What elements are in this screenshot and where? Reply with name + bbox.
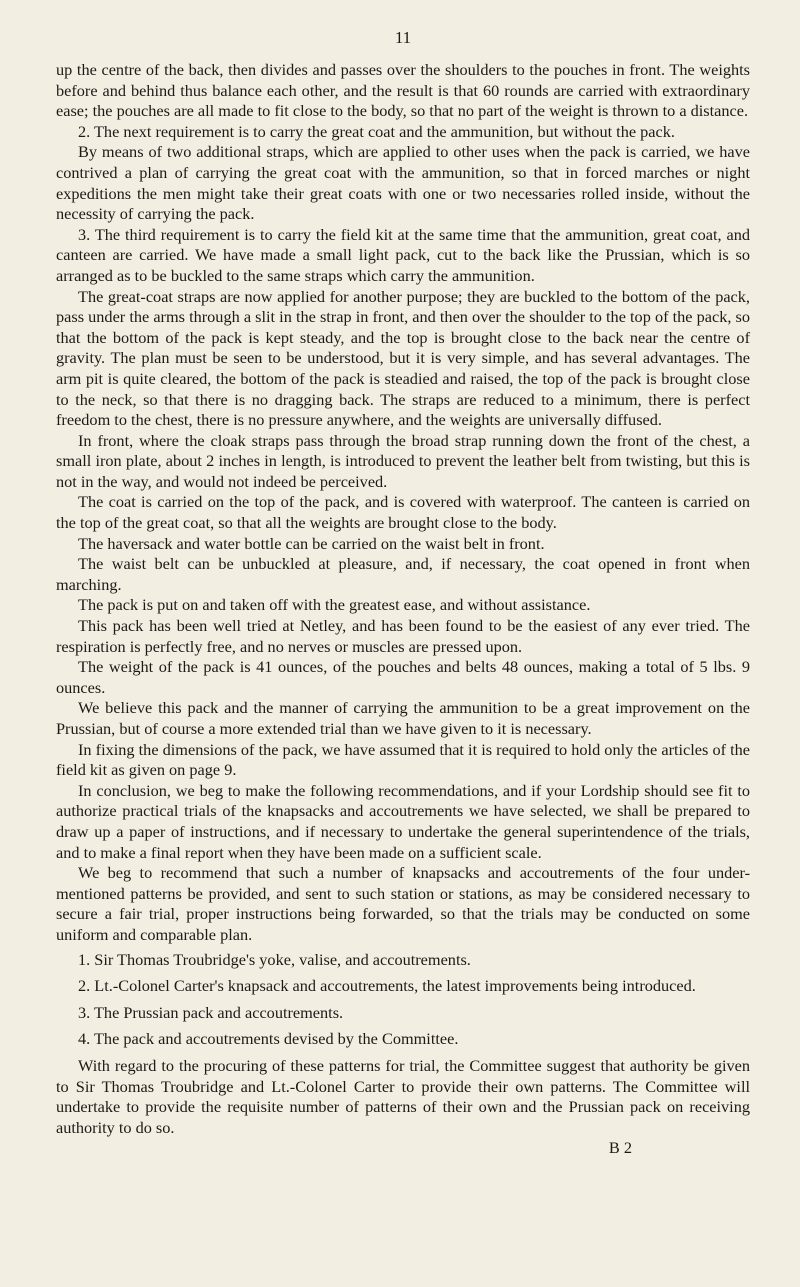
paragraph: up the centre of the back, then divides and passes over the shoulders to the pouches in front. The weights before and behind thus balance each other, and the result is that 60 rounds are carried with extraordinary ease; the pouches are all made to fit close to the body, so that no part of the weight is thrown to a distance.: [56, 60, 750, 121]
paragraph: In front, where the cloak straps pass through the broad strap running down the front of the chest, a small iron plate, about 2 inches in length, is introduced to prevent the leather belt from twisting, but this is not in the way, and would not indeed be perceived.: [56, 430, 750, 491]
closing-paragraph: With regard to the procuring of these patterns for trial, the Committee suggest that authority be given to Sir Thomas Troubridge and Lt.-Colonel Carter to provide their own patterns. The Committee will undertake to provide the requisite number of patterns of their own and the Prussian pack on receiving authority to do so.: [56, 1055, 750, 1137]
paragraph: The haversack and water bottle can be carried on the waist belt in front.: [78, 533, 545, 553]
document-page: [56, 28, 750, 1268]
page-number: 11: [394, 28, 412, 47]
paragraph: In fixing the dimensions of the pack, we have assumed that it is required to hold only the articles of the field kit as given on page 9.: [56, 739, 750, 780]
recommendation-list: [56, 950, 750, 1050]
paragraph: The waist belt can be unbuckled at pleasure, and, if necessary, the coat opened in front when marching.: [56, 554, 750, 594]
paragraph: The weight of the pack is 41 ounces, of the pouches and belts 48 ounces, making a total of 5 lbs. 9 ounces.: [56, 657, 750, 697]
signature-mark: B 2: [608, 1138, 632, 1158]
paragraph: By means of two additional straps, which are applied to other uses when the pack is carried, we have contrived a plan of carrying the great coat with the ammunition, so that in forced marches or night expeditions the men might take their great coats with one or two necessaries rolled inside, without the necessity of carrying the pack.: [56, 142, 750, 224]
paragraph: The coat is carried on the top of the pack, and is covered with waterproof. The canteen is carried on the top of the great coat, so that all the weights are brought close to the body.: [56, 492, 750, 533]
list-item: 2. Lt.-Colonel Carter's knapsack and accoutrements, the latest improvements being introduced.: [78, 976, 696, 996]
paragraph: 2. The next requirement is to carry the great coat and the ammunition, but without the pack.: [78, 121, 675, 141]
body-text: [56, 60, 750, 1138]
paragraph: The great-coat straps are now applied for another purpose; they are buckled to the bottom of the pack, pass under the arms through a slit in the strap in front, and then over the shoulder to the top of the pack, so that the bottom of the pack is kept steady, and the top is brought close to the back near the centre of gravity. The plan must be seen to be understood, but it is very simple, and has several advantages. The arm pit is quite cleared, the bottom of the pack is steadied and raised, the top of the pack is brought close to the neck, so that there is no dragging back. The straps are reduced to a minimum, there is perfect freedom to the chest, there is no pressure anywhere, and the weights are universally diffused.: [56, 286, 750, 430]
paragraph: This pack has been well tried at Netley, and has been found to be the easiest of any ever tried. The respiration is perfectly free, and no nerves or muscles are pressed upon.: [56, 616, 750, 656]
list-item: 3. The Prussian pack and accoutrements.: [78, 1002, 344, 1022]
list-item: 1. Sir Thomas Troubridge's yoke, valise, and accoutrements.: [78, 949, 471, 969]
paragraph: We believe this pack and the manner of carrying the ammunition to be a great improvement on the Prussian, but of course a more extended trial than we have given to it is necessary.: [56, 698, 750, 738]
paragraph: 3. The third requirement is to carry the field kit at the same time that the ammunition, great coat, and canteen are carried. We have made a small light pack, cut to the back like the Prussian, which is so arranged as to be buckled to the same straps which carry the ammunition.: [56, 224, 750, 285]
list-item: 4. The pack and accoutrements devised by the Committee.: [78, 1029, 459, 1049]
paragraph: We beg to recommend that such a number of knapsacks and accoutrements of the four under-mentioned patterns be provided, and sent to such station or stations, as may be considered necessary to secure a fair trial, proper instructions being forwarded, so that the trials may be conducted on some uniform and comparable plan.: [56, 863, 750, 944]
paragraph: The pack is put on and taken off with the greatest ease, and without assistance.: [78, 595, 591, 615]
paragraph: In conclusion, we beg to make the following recommendations, and if your Lordship should see fit to authorize practical trials of the knapsacks and accoutrements we have selected, we shall be prepared to draw up a paper of instructions, and if necessary to undertake the general superintendence of the trials, and to make a final report when they have been made on a sufficient scale.: [56, 780, 750, 862]
